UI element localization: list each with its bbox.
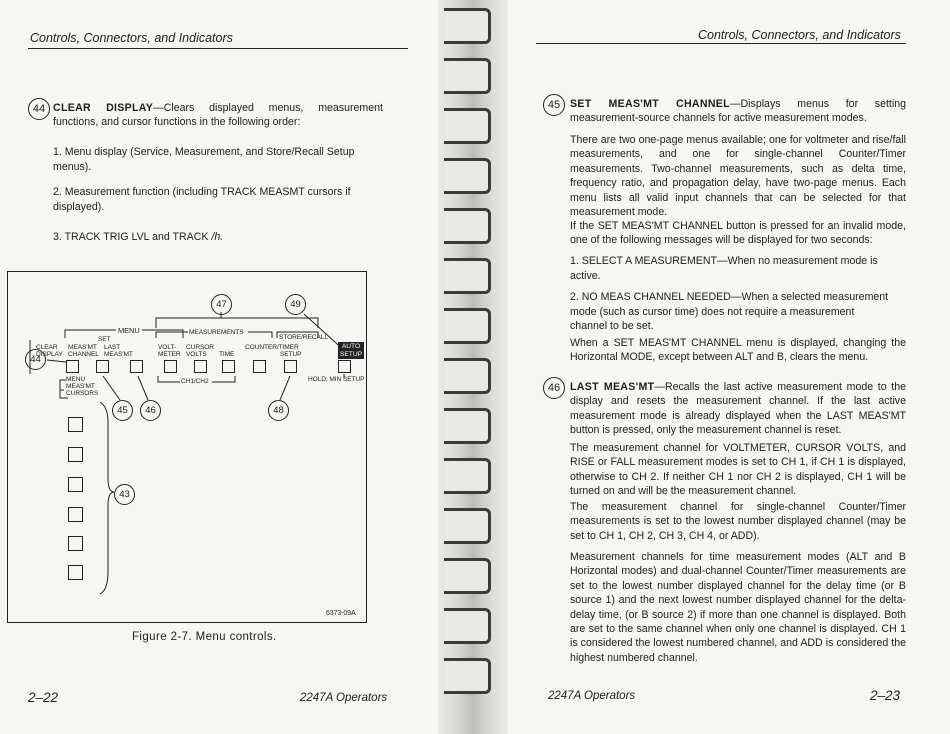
left-page-number: 2–22 (28, 690, 59, 705)
spiral-coil (444, 408, 491, 444)
left-header-rule (28, 48, 408, 49)
col-label-cursor-volts: CURSOR VOLTS (186, 344, 214, 358)
item-45-description (570, 97, 906, 126)
menu-controls-figure (7, 271, 367, 623)
figure-lines (8, 272, 366, 622)
left-footer-title: 2247A Operators (300, 692, 388, 704)
voltmeter-button[interactable] (164, 360, 177, 373)
clear-display-button[interactable] (66, 360, 79, 373)
item-44-list-2: 2. Measurement function (including TRACK MEASMT cursors if displayed). (53, 186, 351, 213)
item-45-number: 45 (543, 94, 565, 116)
last-measmt-button[interactable] (130, 360, 143, 373)
item-44-number: 44 (28, 98, 50, 120)
store-recall-label: STORE/RECALL (279, 334, 328, 341)
spiral-coil (444, 308, 491, 344)
menu-side-button-6[interactable] (68, 565, 83, 580)
item-45-paragraph-2: If the SET MEAS'MT CHANNEL button is pressed for an invalid mode, one of the following messages will be displayed for two seconds: (570, 220, 906, 247)
item-45-title: SET MEAS'MT CHANNEL (570, 98, 730, 110)
menu-side-button-3[interactable] (68, 477, 83, 492)
callout-47: 47 (211, 294, 232, 315)
callout-45: 45 (112, 400, 133, 421)
item-46-description (570, 380, 906, 438)
item-46-paragraph-1: The measurement channel for VOLTMETER, CURSOR VOLTS, and RISE or FALL measurement modes is set to CH 1, if CH 1 is displayed, otherwise to CH 2. If neither CH 1 nor CH 2 is displayed, CH 1 will be turned on and will be the measurement channel. (570, 442, 906, 498)
menu-side-button-2[interactable] (68, 447, 83, 462)
message-list-2: 2. NO MEAS CHANNEL NEEDED—When a selected measurement mode (such as cursor time) does not require a measurement channel to be set. (570, 291, 889, 333)
spiral-coil (444, 358, 491, 394)
message-list-1: 1. SELECT A MEASUREMENT—When no measurement mode is active. (570, 255, 878, 282)
item-46-paragraph-3: Measurement channels for time measurement modes (ALT and B Horizontal modes) and dual-channel Counter/Timer measurements are set to the lowest number displayed channel for the delay time (or B source 1) and the next lowest number displayed channel for the delta-delay time, (or B source 2) if more than one channel is displayed. Both are set to the same channel when only one channel is displayed. CH 1 is considered the lowest numbered channel, and ADD is considered the highest numbered channel. (570, 551, 906, 664)
left-running-header: Controls, Connectors, and Indicators (30, 31, 233, 45)
col-label-last-measmt: LAST MEAS'MT (104, 344, 133, 358)
cursor-volts-button[interactable] (194, 360, 207, 373)
item-46-text: —Recalls the last active measurement mode to the display and resets the measurement channel. If the last active measurement mode is already displayed when the LAST MEAS'MT button is pressed, only the measurement channel is reset. (570, 381, 906, 437)
hold-min-setup-label: HOLD: MIN SETUP (308, 376, 365, 383)
spiral-coil (444, 158, 491, 194)
menu-measmt-cursors-label: MENU MEAS'MT CURSORS (66, 376, 99, 397)
col-label-setup: SETUP (280, 351, 302, 358)
spiral-coil (444, 658, 491, 694)
spiral-coil (444, 58, 491, 94)
measurements-label: MEASUREMENTS (189, 329, 244, 336)
left-page (0, 0, 438, 734)
ch1-ch2-label: CH1/CH2 (181, 378, 209, 385)
menu-side-button-4[interactable] (68, 507, 83, 522)
spiral-coil (444, 508, 491, 544)
item-46-title: LAST MEAS'MT (570, 381, 655, 393)
callout-43: 43 (114, 484, 135, 505)
spiral-coil (444, 8, 491, 44)
callout-46: 46 (140, 400, 161, 421)
figure-code: 6373-09A (326, 610, 356, 617)
right-header-rule (536, 43, 906, 44)
set-label: SET (98, 336, 111, 343)
col-label-time: TIME (219, 351, 235, 358)
item-45-paragraph-3: When a SET MEAS'MT CHANNEL menu is displayed, changing the Horizontal MODE, except between ALT and B, clears the menu. (570, 337, 906, 364)
right-page (508, 0, 950, 734)
spiral-coil (444, 258, 491, 294)
spiral-coil (444, 208, 491, 244)
right-page-number: 2–23 (870, 688, 901, 703)
figure-caption: Figure 2-7. Menu controls. (132, 631, 277, 643)
item-44-list-3-symbol: /h. (211, 231, 224, 243)
right-running-header: Controls, Connectors, and Indicators (698, 28, 901, 42)
item-46-number: 46 (543, 377, 565, 399)
item-44-list-3 (53, 230, 363, 245)
item-44-title: CLEAR DISPLAY (53, 102, 154, 114)
callout-48: 48 (268, 400, 289, 421)
item-44-text: —Clears displayed menus, measurement functions, and cursor functions in the following order: (53, 102, 383, 129)
spiral-coil (444, 458, 491, 494)
auto-setup-label: AUTO SETUP (338, 342, 364, 359)
counter-timer-button[interactable] (253, 360, 266, 373)
store-recall-setup-button[interactable] (284, 360, 297, 373)
col-label-measmt-channel: MEAS'MT CHANNEL (68, 344, 99, 358)
spiral-coil (444, 558, 491, 594)
callout-44: 44 (25, 349, 46, 370)
auto-setup-button[interactable] (338, 360, 351, 373)
menu-side-button-1[interactable] (68, 417, 83, 432)
callout-49: 49 (285, 294, 306, 315)
item-44-list-1: 1. Menu display (Service, Measurement, and Store/Recall Setup menus). (53, 146, 355, 173)
item-46-paragraph-2: The measurement channel for single-channel Counter/Timer measurements is set to the lowest number displayed channel (may be set to CH 1, CH 2, CH 3, CH 4, or ADD). (570, 501, 906, 542)
spiral-coil (444, 108, 491, 144)
time-button[interactable] (222, 360, 235, 373)
menu-label: MENU (118, 326, 140, 335)
item-45-text: —Displays menus for setting measurement-source channels for active measurement modes. (570, 98, 907, 125)
item-44-description (53, 101, 383, 130)
menu-side-button-5[interactable] (68, 536, 83, 551)
col-label-clear-display: CLEAR DISPLAY (36, 344, 63, 358)
right-footer-title: 2247A Operators (548, 690, 636, 702)
item-44-list-3-text: 3. TRACK TRIG LVL and TRACK (53, 231, 209, 243)
item-45-paragraph-1: There are two one-page menus available; one for voltmeter and rise/fall measurements, and one for single-channel Counter/Timer measurements. Two-channel measurements, such as delta time, frequency ratio, and propagation delay, have two-page menus. Each menu lists all valid input channels that can be selected for that measurement mode. (570, 134, 906, 219)
set-measmt-channel-button[interactable] (96, 360, 109, 373)
col-label-counter-timer: COUNTER/TIMER (245, 344, 299, 351)
col-label-voltmeter: VOLT-METER (158, 344, 181, 358)
spiral-coil (444, 608, 491, 644)
